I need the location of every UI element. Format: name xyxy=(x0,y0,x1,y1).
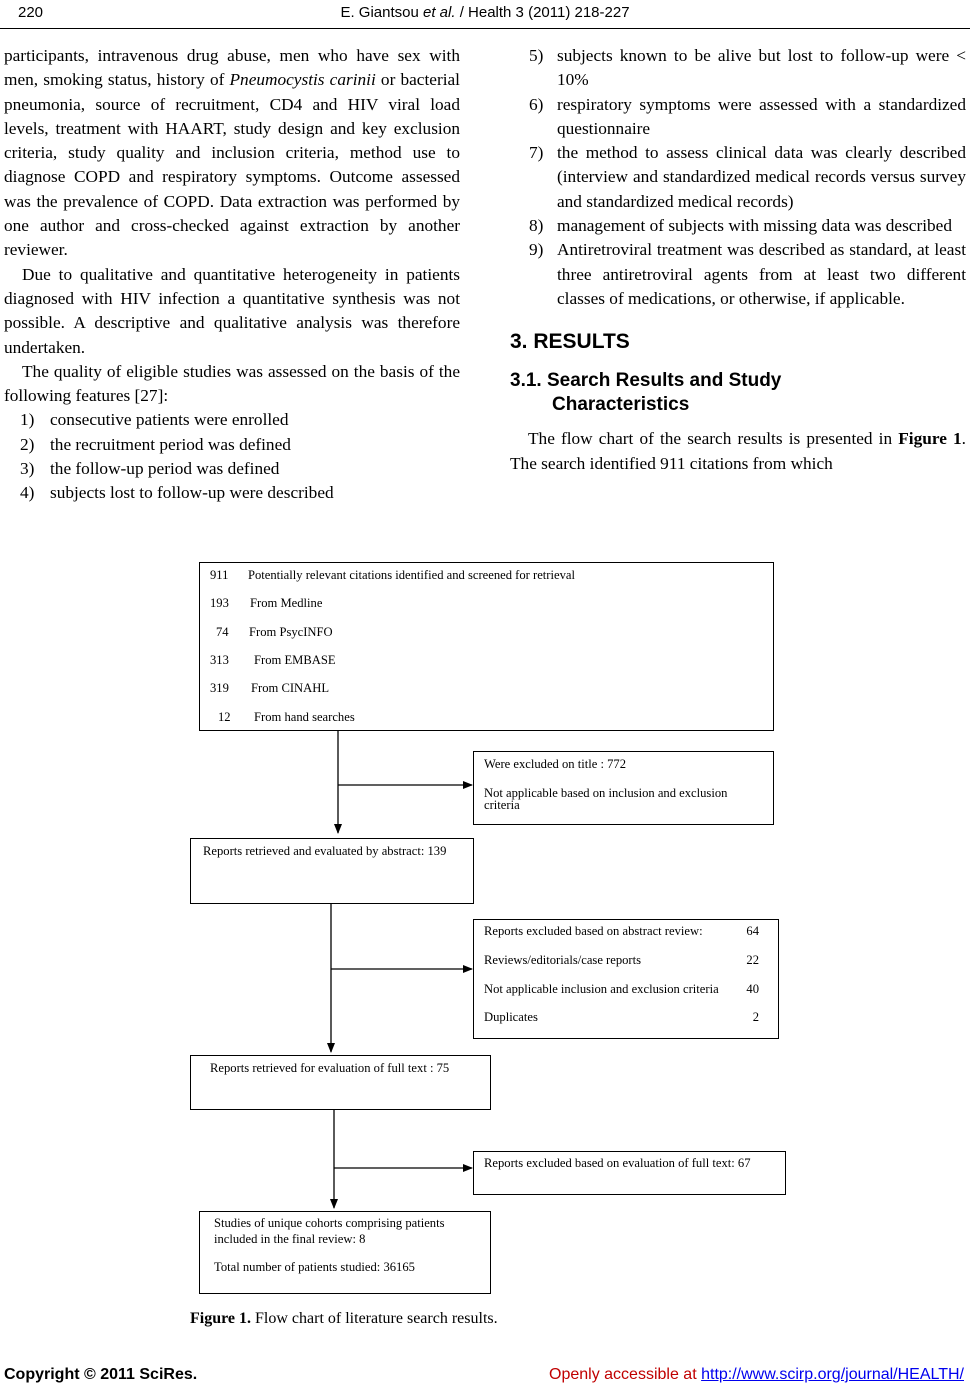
exclusion-row xyxy=(484,924,703,939)
quality-criteria-list xyxy=(4,408,460,505)
subsection-heading-line: Characteristics xyxy=(552,394,690,416)
list-item xyxy=(4,433,460,457)
excluded-title-box xyxy=(473,751,774,825)
source-row xyxy=(210,596,323,611)
label: Not applicable inclusion and exclusion criteria xyxy=(484,982,719,996)
page-header xyxy=(0,0,970,26)
left-column xyxy=(4,44,460,506)
quality-criteria-list-continued xyxy=(510,44,966,311)
full-text-evaluation-text: Reports retrieved for evaluation of full text : 75 xyxy=(210,1061,450,1075)
page-number: 220 xyxy=(18,4,44,21)
list-number: 5) xyxy=(529,46,544,65)
caption-text: Flow chart of literature search results. xyxy=(251,1310,498,1327)
label: From Medline xyxy=(250,596,323,610)
italic-term: Pneumocystis carinii xyxy=(229,70,376,90)
list-text: the method to assess clinical data was clearly described (interview and standardized medical records versus survey and standardized medical records) xyxy=(557,143,966,211)
right-column xyxy=(510,44,966,476)
list-number: 3) xyxy=(20,459,35,479)
excluded-title-reason: criteria xyxy=(484,798,520,812)
count: 313 xyxy=(210,653,229,667)
subsection-heading xyxy=(510,369,966,417)
running-head-etal: et al. xyxy=(423,4,456,21)
subsection-heading-line: 3.1. Search Results and Study xyxy=(510,370,782,392)
list-text: respiratory symptoms were assessed with a standardized questionnaire xyxy=(557,94,966,138)
list-item xyxy=(510,214,966,238)
exclusion-count: 40 xyxy=(746,982,759,996)
excluded-full-text-box xyxy=(473,1151,786,1195)
list-number: 7) xyxy=(529,143,544,163)
paragraph-extraction xyxy=(4,44,460,263)
list-text: subjects lost to follow-up were described xyxy=(50,483,334,503)
count: 193 xyxy=(210,596,229,610)
list-item xyxy=(4,457,460,481)
header-rule xyxy=(0,28,970,29)
list-number: 8) xyxy=(529,216,544,236)
source-row xyxy=(210,681,330,696)
list-text: management of subjects with missing data was described xyxy=(557,216,952,236)
list-number: 4) xyxy=(20,483,35,503)
total-patients-text: Total number of patients studied: 36165 xyxy=(214,1260,415,1274)
count: 319 xyxy=(210,681,229,695)
final-review-box xyxy=(199,1211,491,1294)
full-text-evaluation-box xyxy=(190,1055,491,1110)
exclusion-row xyxy=(484,982,719,997)
final-review-text: Studies of unique cohorts comprising patients xyxy=(214,1216,445,1230)
excluded-full-text-text: Reports excluded based on evaluation of full text: 67 xyxy=(484,1156,751,1170)
abstract-evaluation-box xyxy=(190,838,474,904)
copyright: Copyright © 2011 SciRes. xyxy=(4,1366,198,1383)
list-text: the recruitment period was defined xyxy=(50,434,291,454)
running-head xyxy=(0,4,970,21)
list-number: 9) xyxy=(529,240,544,260)
list-text: the follow-up period was defined xyxy=(50,459,280,479)
list-item xyxy=(510,238,966,311)
excluded-abstract-box xyxy=(473,919,779,1039)
source-row xyxy=(210,568,575,583)
running-head-authors: E. Giantsou xyxy=(340,4,423,21)
list-number: 6) xyxy=(529,94,544,114)
list-text: consecutive patients were enrolled xyxy=(50,410,289,430)
journal-link[interactable]: http://www.scirp.org/journal/HEALTH/ xyxy=(701,1366,964,1383)
exclusion-count: 64 xyxy=(746,924,759,938)
label: Potentially relevant citations identified and screened for retrieval xyxy=(248,568,575,582)
figure-reference: Figure 1 xyxy=(898,429,962,449)
citations-identified-box xyxy=(199,562,774,731)
text-run: or bacterial pneumonia, source of recruitment, CD4 and HIV viral load levels, treatment with HAART, study design and key exclusion criteria, study quality and inclusion criteria, method use to diagnose COPD and respiratory symptoms. Outcome assessed was the prevalence of COPD. Data extraction was performed by one author and cross-checked against extraction by another reviewer. xyxy=(4,70,460,260)
label: From PsycINFO xyxy=(249,625,333,639)
text-run: . The search identified 911 citations from which xyxy=(510,429,966,473)
list-number: 2) xyxy=(20,434,35,454)
excluded-title-text: Were excluded on title : 772 xyxy=(484,757,627,771)
source-row xyxy=(218,710,355,725)
list-item xyxy=(510,44,966,93)
exclusion-row xyxy=(484,1010,538,1025)
figure-caption xyxy=(190,1310,498,1328)
exclusion-count: 22 xyxy=(746,953,759,967)
count: 911 xyxy=(210,568,229,582)
running-head-journal: / Health 3 (2011) 218-227 xyxy=(455,4,630,21)
list-item xyxy=(510,141,966,214)
label: From EMBASE xyxy=(254,653,336,667)
label: From CINAHL xyxy=(251,681,330,695)
section-heading: 3. RESULTS xyxy=(510,330,630,354)
list-item xyxy=(4,408,460,432)
count: 74 xyxy=(216,625,229,639)
paragraph-results xyxy=(510,427,966,476)
source-row xyxy=(216,625,333,640)
source-row xyxy=(210,653,336,668)
paragraph-heterogeneity: Due to qualitative and quantitative heterogeneity in patients diagnosed with HIV infection a quantitative synthesis was not possible. A descriptive and qualitative analysis was therefore undertaken. xyxy=(4,264,460,357)
excluded-title-reason: Not applicable based on inclusion and exclusion xyxy=(484,786,728,800)
label: Reports excluded based on abstract review: xyxy=(484,924,703,938)
list-text: subjects known to be alive but lost to follow-up were < 10% xyxy=(557,46,966,90)
exclusion-count: 2 xyxy=(752,1010,759,1024)
count: 12 xyxy=(218,710,231,724)
label: From hand searches xyxy=(254,710,355,724)
list-number: 1) xyxy=(20,410,35,430)
list-text: Antiretroviral treatment was described as standard, at least three antiretroviral agents from at least two different classes of medications, or otherwise, if applicable. xyxy=(557,240,966,308)
text-run: The flow chart of the search results is presented in xyxy=(528,429,899,449)
final-review-text: included in the final review: 8 xyxy=(214,1232,366,1246)
paragraph-quality: The quality of eligible studies was assessed on the basis of the following features [27]: xyxy=(4,361,460,406)
label: Duplicates xyxy=(484,1010,538,1024)
text-run: participants, intravenous drug abuse, men who have sex with men, smoking status, history of xyxy=(4,46,460,90)
exclusion-row xyxy=(484,953,641,968)
list-item xyxy=(4,481,460,505)
access-notice xyxy=(549,1366,964,1384)
list-item xyxy=(510,93,966,142)
access-text: Openly accessible at xyxy=(549,1366,702,1383)
label: Reviews/editorials/case reports xyxy=(484,953,642,967)
figure-label: Figure 1. xyxy=(190,1310,252,1327)
abstract-evaluation-text: Reports retrieved and evaluated by abstract: 139 xyxy=(203,844,447,858)
